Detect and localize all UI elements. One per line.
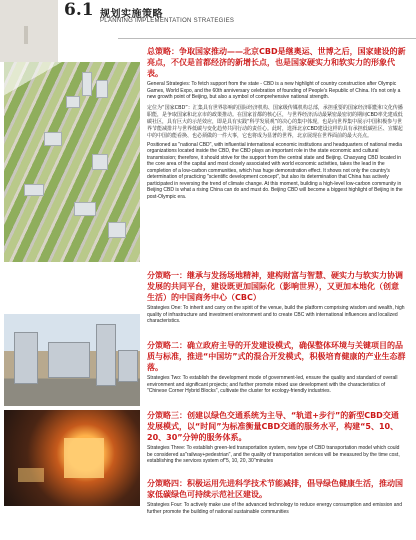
overview-cn: 定位为“国家CBD”：汇集具有世界影响的国际经济机构、国家级传媒机构总部，承担重要的国家经济职能和文化传播职能，是争取国家和北京市的政策推动。在国家首都的核心区，与世界经济活动最紧密最密切的期间CBD率先建成低碳社区，具有巨大的示范效应，即是具有实践“科学发展观”的决心的集中体现，也是向世界集中展示中国积极参与世界节能减排并与世界低碳与变化趋势共同行动的责任心。此时，选择北京CBD建设这样的具有承担低碳社区、宣耀起中的中国的能看换、也必须做的一件大事，它也将成为显著的世界，北京展现在世界面前的最大亮点。 — [147, 104, 403, 140]
strategy-3-section — [147, 410, 406, 465]
strategy-3-heading: 分策略三：创建以绿色交通系统为主导、“轨道+步行”的新型CBD交通发展模式，以“时间”为标准衡量CBD交通的服务水平，构建“5、10、20、30”分钟的服务体系。 — [147, 411, 399, 442]
strategy-4-heading: 分策略四：积极运用先进科学技术节能减排，倡导绿色健康生活，推动国家低碳绿色可持续示范社区建设。 — [147, 479, 403, 499]
strategy-1-en: Strategies One: To inherit and carry on the spirit of the venue, build the platform comprising wisdom and wealth, high quality of infrastructure and investment environment and to create CBC with international influences and localized characteristics. — [147, 305, 405, 324]
building-complex-image — [4, 314, 140, 406]
strategy-2-section — [147, 340, 406, 395]
strategy-2-heading: 分策略二：确立政府主导的开发建设模式，确保整体环境与关键项目的品质与标准，推进“中国坊”式的混合开发模式，积极培育健康的产业生态群落。 — [147, 341, 406, 372]
strategy-1-section — [147, 270, 406, 325]
strategy-4-en: Strategies Four: To actively make use of the advanced technology to reduce energy consumption and emission and further promote the building of national sustainable communities — [147, 502, 403, 515]
section-title-cn: 规划实施策略 — [100, 9, 163, 20]
strategy-4-section — [147, 478, 406, 515]
section-number: 6.1 — [64, 0, 94, 20]
aerial-master-plan-image — [4, 62, 140, 262]
section-title-en: PLANNING IMPLEMENTATION STRATEGIES — [100, 18, 235, 24]
overview-section — [147, 46, 406, 200]
header-rule — [118, 38, 416, 39]
night-building-image — [4, 410, 140, 506]
overview-en-1: General Strategies: To fetch support from the state - CBD is a new highlight of country construction after Olympic Games, World Expo, and the 60th anniversary celebration of founding of People's Republic of China. It's not only a new growth point of Beijing, but also a symbol of comprehensive national strength. — [147, 81, 401, 100]
strategy-3-en: Strategies Three: To establish green-led transportation system, new type of CBD transportation model which could be considered as"railway+pedestrian", and the quality of transportation services will be measured by the time cost, establishing the services system of"5, 10, 20, 30"minutes — [147, 445, 400, 464]
corner-decoration — [0, 0, 58, 62]
strategy-2-en: Strategies Two: To establish the development mode of government-led, ensure the quality and standard of overall environment and significant projects; and further promote mixed use development with the characteristics of "Chinese Corner Hybrid Blocks", cultivate the cluster for ecology-friendly industries. — [147, 375, 398, 394]
overview-heading: 总策略：争取国家推动——北京CBD是继奥运、世博之后，国家建设的新亮点，不仅是首都经济的新增长点，也是国家硬实力和软实力的形象代表。 — [147, 47, 406, 78]
strategy-1-heading: 分策略一：继承与发扬场地精神，建构财富与智慧、硬实力与软实力协调发展的共同平台，建设既更加国际化（影响世界），又更加本地化（创意生活）的中国商务中心（CBC） — [147, 271, 403, 302]
overview-en-2: Positioned as "national CBD", with influential international economic institutions and headquarters of national media organizations located inside the CBD, the CBD plays an important role in the state economic and cultural transmission; therefore, it should strive for the support from the central state and Beijing. Chaoyang CBD located in the core area of the capital and most closely associated with world economic activities, takes the lead in the completion of a low-carbon communities, which has huge demonstration effect. It shows not only the country's determination of practicing "scientific development concept", but also its determination that China has actively participated in reversing the trend of climate change. At this moment, building a high-level low-carbon community in Beijing CBD is what a rising China can do and must do. Beijing CBD will become a biggest highlight of Beijing in the post-Olympic era. — [147, 141, 403, 200]
corner-mark — [24, 26, 42, 44]
